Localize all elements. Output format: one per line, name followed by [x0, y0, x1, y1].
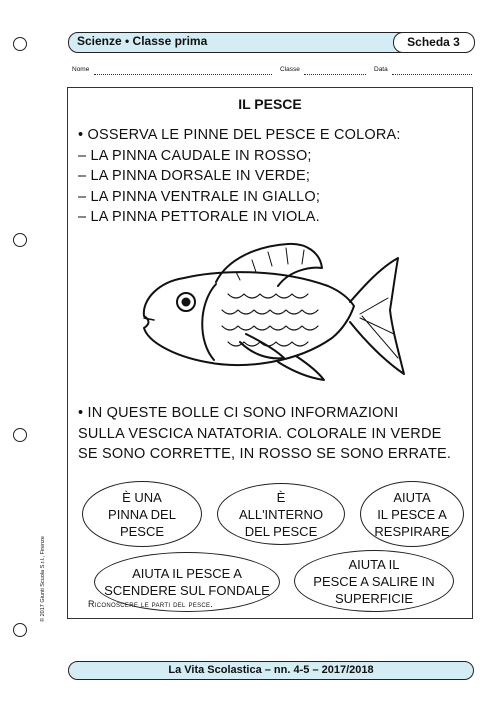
instruction-line: • OSSERVA LE PINNE DEL PESCE E COLORA: [78, 127, 401, 143]
worksheet-frame [67, 87, 473, 619]
class-label: Classe [280, 66, 300, 73]
binder-hole-top [13, 37, 27, 51]
caudal-fin [350, 258, 404, 374]
name-line[interactable] [94, 74, 272, 75]
bubble-line: PESCE [119, 523, 165, 539]
bubble-line: DEL PESCE [244, 523, 318, 539]
instruction-line: – LA PINNA CAUDALE IN ROSSO; [78, 147, 312, 164]
answer-bubble[interactable] [217, 483, 345, 545]
learning-objective: Riconoscere le parti del pesce. [88, 599, 214, 609]
sheet-tab [393, 32, 475, 53]
bubble-line: SCENDERE SUL FONDALE [104, 583, 270, 598]
bubble-line: È UNA [122, 489, 162, 505]
bubble-line: RESPIRARE [374, 523, 450, 539]
date-label: Data [374, 66, 388, 73]
answer-bubble[interactable] [82, 481, 202, 547]
binder-hole-bottom [13, 623, 27, 637]
class-line[interactable] [304, 74, 366, 75]
copyright-note: © 2017 Giunti Scuola S.r.l., Firenze [40, 536, 46, 622]
instructions-fins [78, 125, 401, 228]
binder-hole-upper [13, 233, 27, 247]
bubble-line: PINNA DEL [108, 506, 176, 522]
binder-hole-lower [13, 428, 27, 442]
name-label: Nome [72, 66, 90, 73]
date-line[interactable] [392, 74, 472, 75]
instruction-line: – LA PINNA VENTRALE IN GIALLO; [78, 188, 321, 205]
fish-body [144, 272, 354, 365]
footer-bar [68, 661, 474, 680]
footer-label: La Vita Scolastica – nn. 4-5 – 2017/2018 [168, 664, 374, 676]
answer-bubble[interactable] [294, 550, 454, 612]
answer-bubble[interactable] [360, 481, 464, 547]
bubble-line: SUPERFICIE [334, 590, 413, 606]
worksheet-title: IL PESCE [238, 96, 302, 112]
bubble-line: ALL'INTERNO [238, 506, 324, 522]
subject-label: Scienze • Classe prima [77, 34, 208, 48]
bubble-line: AIUTA [393, 489, 431, 505]
bubble-line: È [276, 489, 286, 505]
instructions-bubbles [78, 403, 451, 465]
instruction-line: SULLA VESCICA NATATORIA. COLORALE IN VERDE [78, 425, 442, 442]
instruction-line: – LA PINNA DORSALE IN VERDE; [78, 168, 311, 184]
header-bar [68, 32, 474, 53]
bubble-line: AIUTA IL PESCE A [132, 566, 242, 581]
pectoral-fin [240, 334, 284, 358]
fish-illustration[interactable] [128, 238, 408, 388]
student-fields [72, 66, 472, 78]
instruction-line: • IN QUESTE BOLLE CI SONO INFORMAZIONI [78, 405, 399, 421]
bubble-line: AIUTA IL [348, 556, 400, 572]
sheet-label: Scheda 3 [407, 34, 460, 49]
instruction-line: – LA PINNA PETTORALE IN VIOLA. [78, 209, 320, 225]
bubble-line: PESCE A SALIRE IN [313, 573, 435, 589]
bubble-line: IL PESCE A [377, 506, 447, 522]
instruction-line: SE SONO CORRETTE, IN ROSSO SE SONO ERRATE. [78, 446, 452, 462]
